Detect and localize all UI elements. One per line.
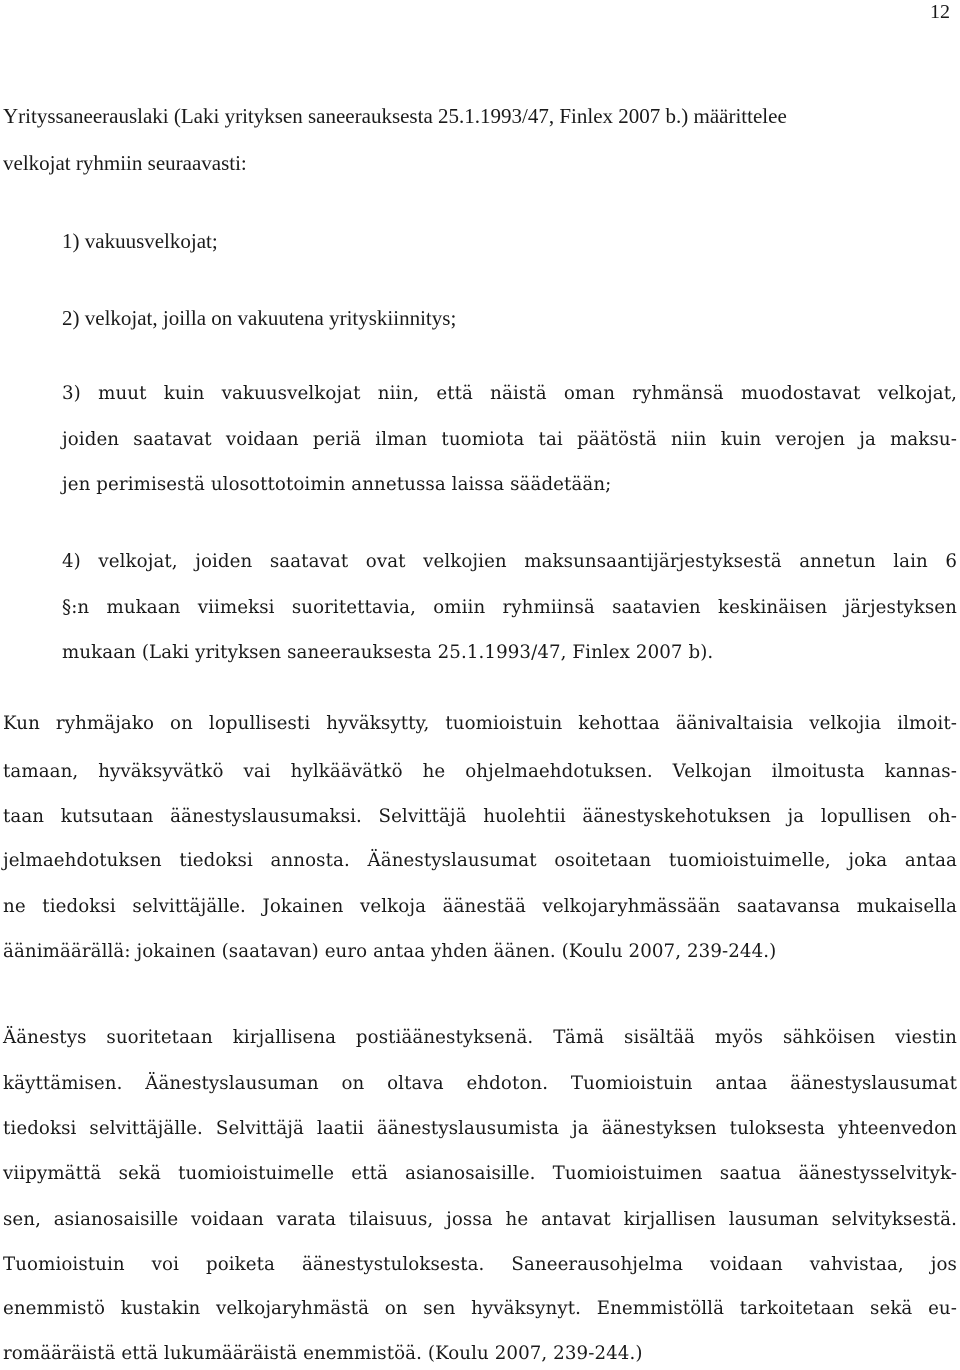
paragraph-2-line-4: viipymättä sekä tuomioistuimelle että asianosaisille. Tuomioistuimen saatua äänestysselvityk- xyxy=(3,1163,957,1184)
paragraph-1-line-4: jelmaehdotuksen tiedoksi annosta. Äänestyslausumat osoitetaan tuomioistuimelle, joka antaa xyxy=(3,850,957,871)
paragraph-2-line-8: romääräistä että lukumääräistä enemmistöä. (Koulu 2007, 239-244.) xyxy=(3,1343,643,1364)
list-item-3-line-1: 3) muut kuin vakuusvelkojat niin, että näistä oman ryhmänsä muodostavat velkojat, xyxy=(62,383,957,404)
list-item-1: 1) vakuusvelkojat; xyxy=(62,229,218,253)
list-item-2: 2) velkojat, joilla on vakuutena yrityskiinnitys; xyxy=(62,306,457,330)
list-item-3-line-3: jen perimisestä ulosottotoimin annetussa laissa säädetään; xyxy=(62,474,612,495)
page-number: 12 xyxy=(930,1,950,23)
paragraph-2-line-5: sen, asianosaisille voidaan varata tilaisuus, jossa he antavat kirjallisen lausuman selvityksestä. xyxy=(3,1209,957,1230)
intro-line-1: Yrityssaneerauslaki (Laki yrityksen saneerauksesta 25.1.1993/47, Finlex 2007 b.) määrittelee xyxy=(3,104,787,128)
paragraph-2-line-6: Tuomioistuin voi poiketa äänestystuloksesta. Saneerausohjelma voidaan vahvistaa, jos xyxy=(3,1254,957,1275)
list-item-4-line-1: 4) velkojat, joiden saatavat ovat velkojien maksunsaantijärjestyksestä annetun lain 6 xyxy=(62,551,957,572)
paragraph-1-line-6: äänimäärällä: jokainen (saatavan) euro antaa yhden äänen. (Koulu 2007, 239-244.) xyxy=(3,941,777,962)
paragraph-2-line-2: käyttämisen. Äänestyslausuman on oltava ehdoton. Tuomioistuin antaa äänestyslausumat xyxy=(3,1073,957,1094)
paragraph-2-line-1: Äänestys suoritetaan kirjallisena postiäänestyksenä. Tämä sisältää myös sähköisen viestin xyxy=(3,1027,957,1048)
list-item-4-line-2: §:n mukaan viimeksi suoritettavia, omiin ryhmiinsä saatavien keskinäisen järjestyksen xyxy=(62,597,957,618)
paragraph-1-line-3: taan kutsutaan äänestyslausumaksi. Selvittäjä huolehtii äänestyskehotuksen ja lopullisen oh- xyxy=(3,806,957,827)
paragraph-1-line-2: tamaan, hyväksyvätkö vai hylkäävätkö he ohjelmaehdotuksen. Velkojan ilmoitusta kannas- xyxy=(3,761,957,782)
list-item-3-line-2: joiden saatavat voidaan periä ilman tuomiota tai päätöstä niin kuin verojen ja maksu- xyxy=(62,429,957,450)
paragraph-1-line-1: Kun ryhmäjako on lopullisesti hyväksytty, tuomioistuin kehottaa äänivaltaisia velkojia ilmoit- xyxy=(3,713,957,734)
paragraph-2-line-3: tiedoksi selvittäjälle. Selvittäjä laatii äänestyslausumista ja äänestyksen tuloksesta yhteenvedon xyxy=(3,1118,957,1139)
list-item-4-line-3: mukaan (Laki yrityksen saneerauksesta 25.1.1993/47, Finlex 2007 b). xyxy=(62,642,714,663)
intro-line-2: velkojat ryhmiin seuraavasti: xyxy=(3,151,247,175)
paragraph-2-line-7: enemmistö kustakin velkojaryhmästä on sen hyväksynyt. Enemmistöllä tarkoitetaan sekä eu- xyxy=(3,1298,957,1319)
paragraph-1-line-5: ne tiedoksi selvittäjälle. Jokainen velkoja äänestää velkojaryhmässään saatavansa mukaisella xyxy=(3,896,957,917)
